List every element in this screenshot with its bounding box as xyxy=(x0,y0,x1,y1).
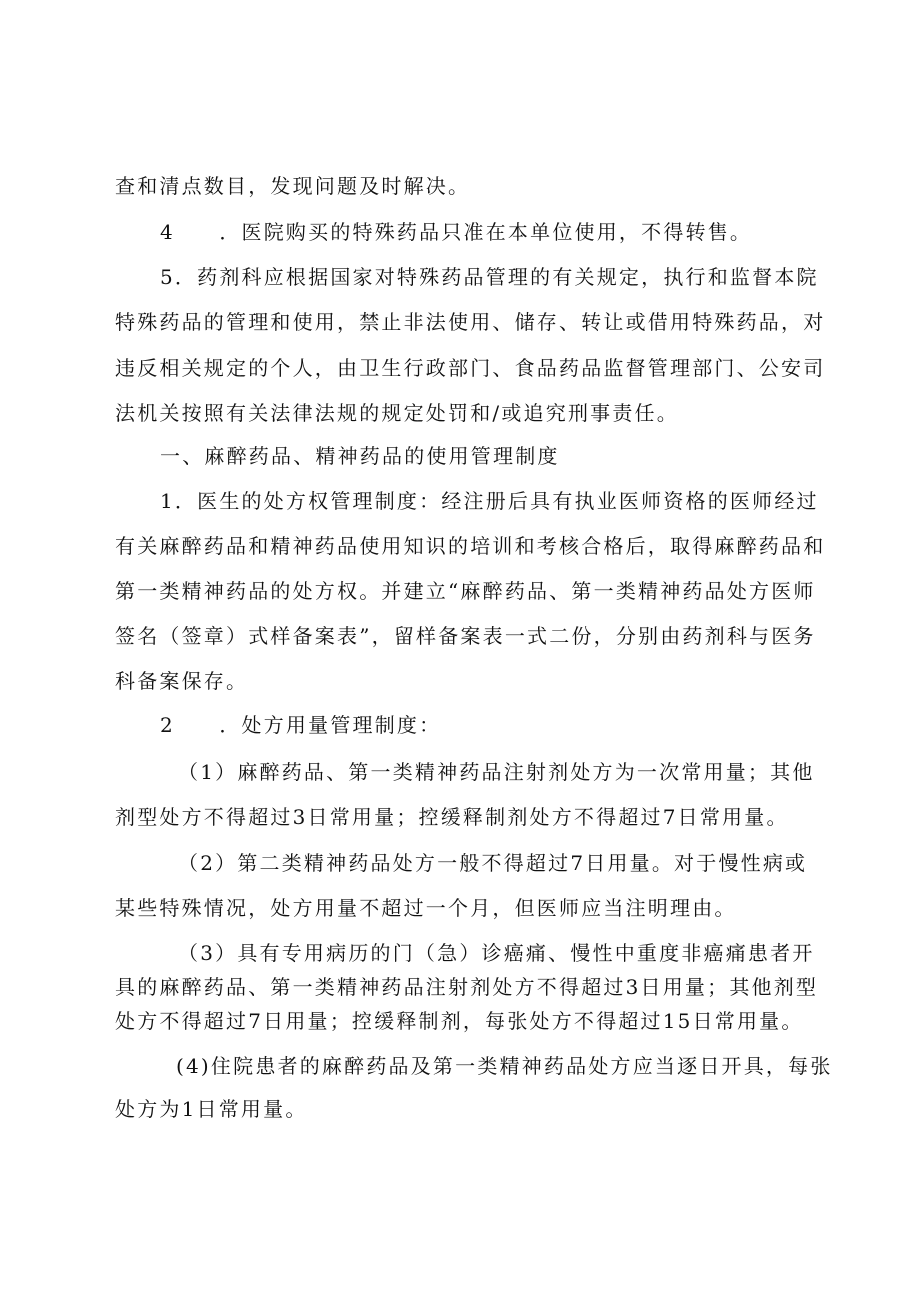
text-line: 某些特殊情况，处方用量不超过一个月，但医师应当注明理由。 xyxy=(115,896,737,920)
text-line: 违反相关规定的个人，由卫生行政部门、食品药品监督管理部门、公安司 xyxy=(115,356,826,380)
text-line: 第一类精神药品的处方权。并建立“麻醉药品、第一类精神药品处方医师 xyxy=(115,579,816,603)
text-line: 剂型处方不得超过3日常用量；控缓释制剂处方不得超过7日常用量。 xyxy=(115,805,789,829)
section-heading: 一、麻醉药品、精神药品的使用管理制度 xyxy=(160,444,560,468)
text-line: 查和清点数目，发现问题及时解决。 xyxy=(115,174,471,198)
text-line: 5．药剂科应根据国家对特殊药品管理的有关规定，执行和监督本院 xyxy=(160,265,819,289)
text-line: （3）具有专用病历的门（急）诊癌痛、慢性中重度非癌痛患者开 xyxy=(178,941,815,965)
text-line: 1．医生的处方权管理制度：经注册后具有执业医师资格的医师经过 xyxy=(160,489,819,513)
text-line: （2）第二类精神药品处方一般不得超过7日用量。对于慢性病或 xyxy=(178,851,808,875)
text-line: 处方不得超过7日用量；控缓释制剂，每张处方不得超过15日常用量。 xyxy=(115,1009,804,1033)
text-line: 法机关按照有关法律法规的规定处罚和/或追究刑事责任。 xyxy=(115,401,679,425)
text-line: 签名（签章）式样备案表”，留样备案表一式二份，分别由药剂科与医务 xyxy=(115,624,816,648)
text-line: 4 ．医院购买的特殊药品只准在本单位使用，不得转售。 xyxy=(160,220,753,244)
text-line: 具的麻醉药品、第一类精神药品注射剂处方不得超过3日用量；其他剂型 xyxy=(115,975,819,999)
text-line: 2 ．处方用量管理制度： xyxy=(160,713,442,737)
text-line: 处方为1日常用量。 xyxy=(115,1097,308,1121)
text-line: 有关麻醉药品和精神药品使用知识的培训和考核合格后，取得麻醉药品和 xyxy=(115,534,826,558)
text-line: (4)住院患者的麻醉药品及第一类精神药品处方应当逐日开具，每张 xyxy=(176,1054,833,1078)
text-line: （1）麻醉药品、第一类精神药品注射剂处方为一次常用量；其他 xyxy=(178,760,815,784)
text-line: 特殊药品的管理和使用，禁止非法使用、储存、转让或借用特殊药品，对 xyxy=(115,310,826,334)
text-line: 科备案保存。 xyxy=(115,669,249,693)
